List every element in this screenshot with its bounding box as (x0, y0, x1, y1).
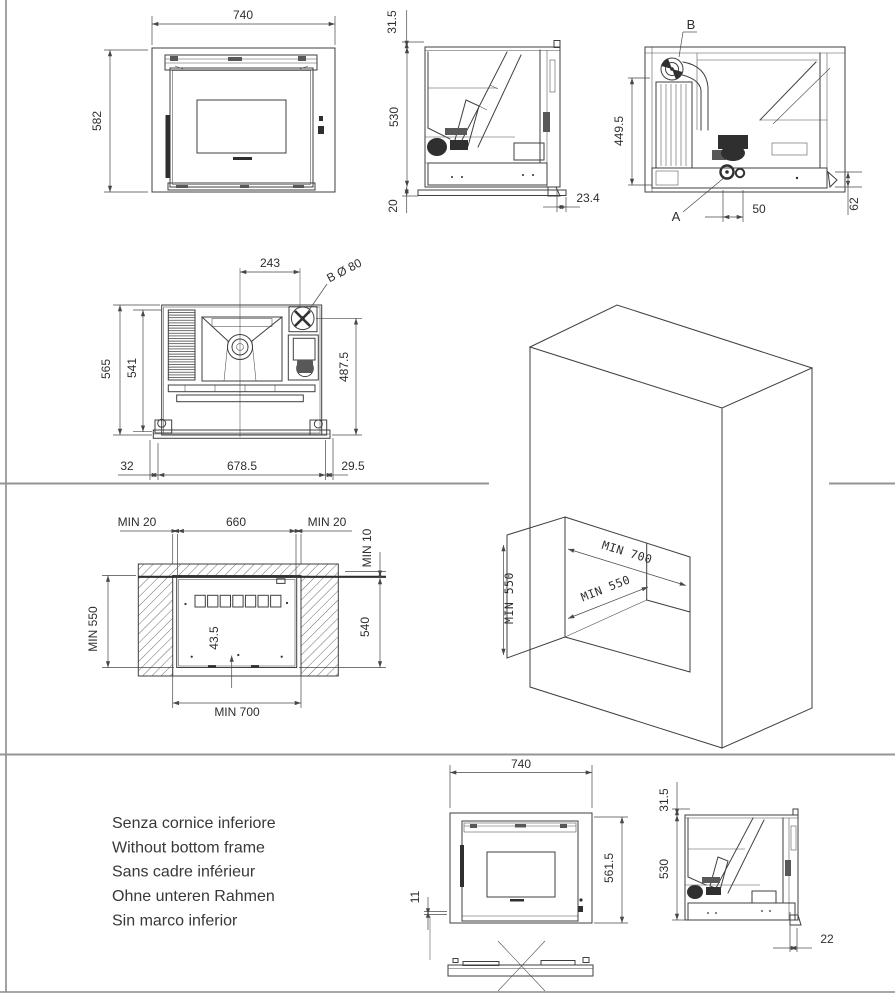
dim-iso-height (502, 545, 516, 655)
note-line-es: Sin marco inferior (112, 912, 238, 930)
auger-tube (455, 100, 479, 146)
vent-slots (195, 595, 281, 607)
view-side-section (385, 10, 600, 213)
dim-label-43.5: 43.5 (207, 626, 221, 650)
insert-unit (177, 578, 297, 668)
dim-label-565: 565 (99, 358, 113, 380)
brand-logo-nf (510, 899, 524, 902)
dim-flue-offset (240, 256, 300, 272)
dim-label-iso-min550-height: MIN 550 (502, 572, 516, 624)
dim-label-min10: MIN 10 (360, 528, 374, 568)
dim-nf-width (450, 757, 592, 808)
pellet-chute (462, 52, 507, 140)
air-vent-grille (168, 310, 195, 380)
dim-label-min550: MIN 550 (86, 606, 100, 652)
front-door-nf (462, 821, 578, 921)
dim-label-243: 243 (259, 256, 281, 270)
power-socket-icon (318, 126, 324, 134)
base-plinth (428, 163, 547, 185)
dim-recess-top-gap (345, 528, 386, 576)
dim-label-31.5: 31.5 (385, 10, 399, 34)
view-recess-front (86, 515, 386, 719)
wall-top-face (530, 305, 812, 408)
callout-b (679, 17, 697, 57)
glass-window-nf (487, 852, 555, 897)
dim-label-31.5-nf: 31.5 (657, 788, 671, 812)
dim-label-530-nf: 530 (657, 858, 671, 880)
dim-depth-body (125, 310, 162, 432)
dim-label-iso-min700: MIN 700 (600, 537, 655, 567)
dim-label-iso-min550-depth: MIN 550 (578, 572, 633, 605)
dim-top-bottom-row (118, 438, 365, 480)
dim-label-541: 541 (125, 357, 139, 379)
auger-motor (427, 138, 447, 156)
dim-recess-width-min (173, 670, 301, 719)
view-top (99, 256, 365, 480)
wall-lintel (173, 564, 301, 576)
dim-label-62: 62 (847, 197, 861, 211)
dim-side-top-gap (385, 10, 424, 47)
dim-label-min20-left: MIN 20 (117, 515, 157, 529)
dim-label-678.5: 678.5 (226, 459, 258, 473)
note-line-de: Ohne unteren Rahmen (112, 888, 275, 905)
notes-block (112, 815, 276, 929)
note-line-fr: Sans cadre inférieur (112, 863, 256, 881)
dim-label-449.5: 449.5 (612, 115, 626, 147)
dim-label-32: 32 (120, 459, 134, 473)
wall-left (138, 564, 172, 676)
dim-label-20: 20 (386, 199, 400, 213)
callout-flue-diameter (307, 256, 364, 313)
bottom-frame-bar (418, 190, 566, 196)
dim-depth-flue (316, 318, 362, 435)
dim-label-582: 582 (90, 110, 104, 132)
wall-right (301, 564, 338, 676)
view-side-noframe (657, 782, 834, 952)
dim-label-540: 540 (358, 616, 372, 638)
dim-label-740-nf: 740 (510, 757, 532, 771)
dim-label-min20-right: MIN 20 (307, 515, 347, 529)
dim-nf-top-gap (657, 782, 690, 815)
dim-side-depth-offset (543, 190, 600, 212)
dim-label-22: 22 (820, 932, 834, 946)
dim-iso-depth (568, 572, 648, 618)
dim-label-487.5: 487.5 (337, 351, 351, 383)
dim-front-width (152, 8, 335, 45)
dim-nf-depth-offset (773, 912, 834, 952)
dim-label-29.5: 29.5 (341, 459, 365, 473)
dim-front-height (90, 50, 148, 192)
brand-logo (233, 157, 252, 160)
dim-side-body-height (387, 47, 407, 187)
label-b: B (686, 17, 696, 32)
dim-label-561.5: 561.5 (602, 852, 616, 884)
note-line-en: Without bottom frame (112, 839, 265, 857)
dim-label-50: 50 (752, 202, 766, 216)
view-front (90, 8, 335, 192)
heat-exchanger (656, 82, 692, 168)
removed-bottom-frame (448, 941, 593, 991)
dim-connection-height (612, 78, 652, 185)
label-a: A (671, 209, 681, 224)
dim-label-11: 11 (408, 890, 422, 904)
dim-nf-height (594, 817, 628, 923)
dim-nf-offset (408, 890, 447, 960)
dim-label-23.4: 23.4 (576, 191, 600, 205)
dim-label-min700: MIN 700 (214, 705, 260, 719)
switch-icon (319, 116, 323, 121)
dim-bottom-offset (207, 626, 236, 688)
dim-right-offset (835, 172, 862, 215)
dim-auger-offset (705, 190, 766, 222)
label-b-diameter-80: B Ø 80 (324, 255, 365, 286)
view-side-connections (612, 17, 862, 224)
dim-side-bottom-gap (386, 187, 418, 213)
dim-label-660: 660 (225, 515, 247, 529)
glass-window (197, 100, 286, 153)
note-line-it: Senza cornice inferiore (112, 815, 276, 832)
dim-nf-body-height (657, 815, 686, 920)
door-hinge (166, 115, 171, 178)
view-recess-isometric (502, 305, 812, 748)
dim-label-530: 530 (387, 106, 401, 128)
front-door (170, 68, 313, 187)
dim-label-740: 740 (232, 8, 254, 22)
view-front-noframe (408, 757, 628, 991)
